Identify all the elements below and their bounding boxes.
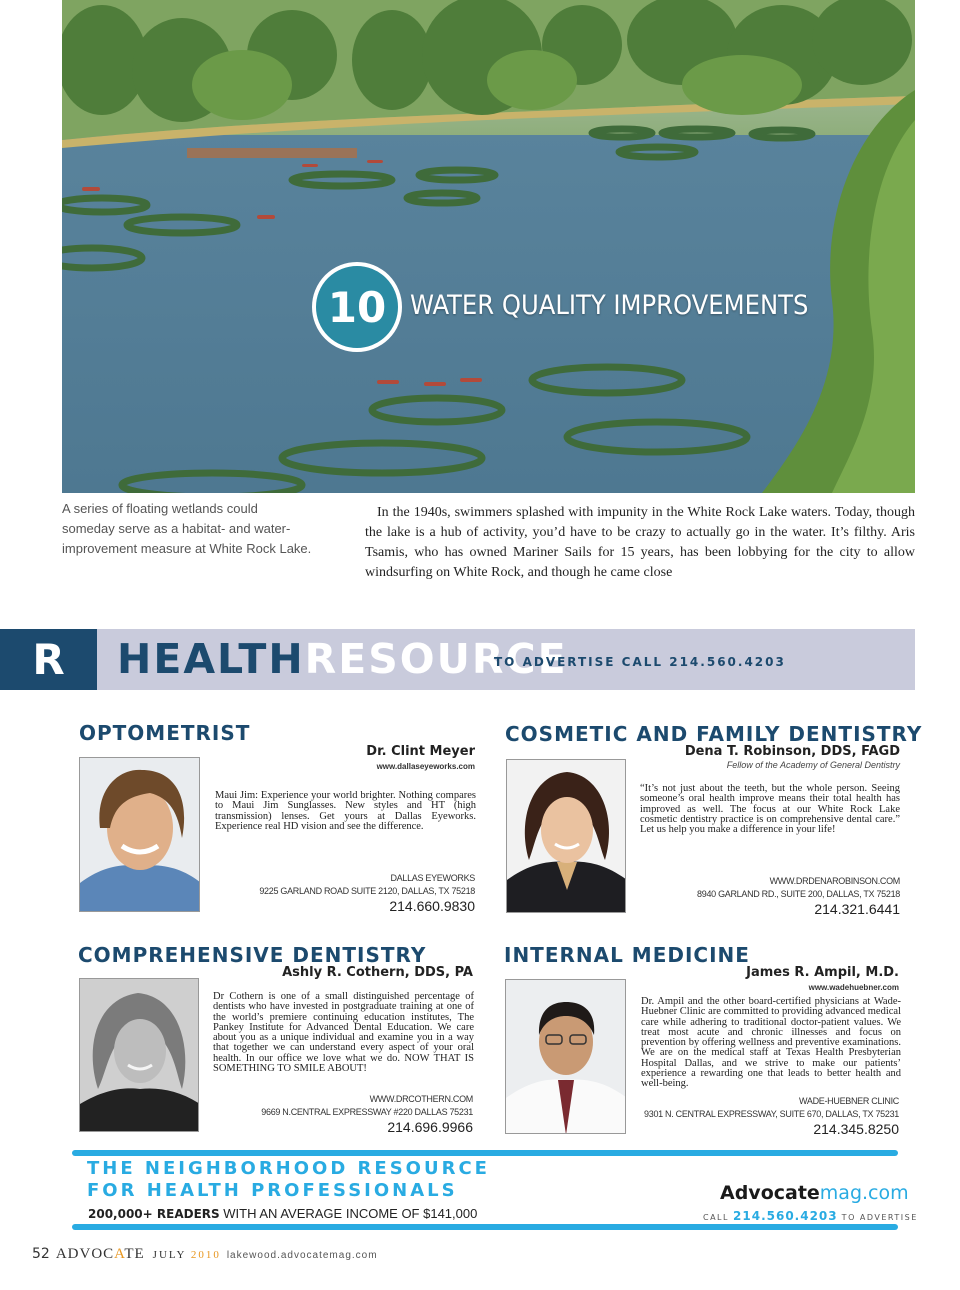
ad-call-suffix: TO ADVERTISE	[837, 1213, 918, 1222]
provider-description: Dr. Ampil and the other board-certified physicians at Wade-Huebner Clinic are committed to providing advanced medical care while adhering to traditional doctor-patient values. We treat most acute and chronic illnesses and focus on prevention by offering wellness and preventive examinations. We are on the medical staff at Texas Health Presbyterian Hospital Dallas, and we strive to make our patients’ experience a rewarding one that leads to better health and well-being.	[641, 996, 901, 1090]
provider-phone[interactable]: 214.696.9966	[387, 1119, 473, 1135]
provider-name: James R. Ampil, M.D.	[746, 965, 899, 980]
provider-description: “It’s not just about the teeth, but the whole person. Seeing someone’s oral health improve means their total health has improved as well. The focus at our White Rock Lake cosmetic dentistry practice is on comprehensive dental care.” Let us help you make a difference in your life!	[640, 783, 900, 836]
ad-top-rule	[72, 1150, 898, 1156]
magazine-name-c: TE	[124, 1246, 145, 1262]
ad-bottom-rule	[72, 1224, 898, 1230]
banner-title-resource: RESOURCE	[304, 635, 568, 683]
logo-magcom: mag.com	[819, 1182, 909, 1204]
provider-phone[interactable]: 214.660.9830	[389, 898, 475, 914]
provider-photo	[505, 979, 626, 1134]
magazine-name-a: ADVOC	[55, 1246, 115, 1262]
ad-headline-line2: FOR HEALTH PROFESSIONALS	[87, 1180, 458, 1201]
magazine-name	[56, 1246, 145, 1262]
ad-headline-line1: THE NEIGHBORHOOD RESOURCE	[87, 1158, 490, 1179]
provider-name: Ashly R. Cothern, DDS, PA	[282, 965, 473, 980]
page-number: 52	[32, 1246, 50, 1262]
advocatemag-logo[interactable]	[720, 1182, 909, 1204]
resource-logo: R	[0, 629, 97, 690]
provider-photo	[506, 759, 626, 913]
advertise-call: TO ADVERTISE CALL 214.560.4203	[494, 655, 786, 669]
health-resource-banner	[0, 629, 915, 690]
readership-count: 200,000+ READERS	[88, 1207, 220, 1221]
provider-name: Dr. Clint Meyer	[366, 744, 475, 759]
provider-description: Maui Jim: Experience your world brighter. Nothing compares to Maui Jim Sunglasses. New styles and HT (high transmission) lenses. Get yours at Dallas Eyeworks. Experience real HD vision and see the difference.	[215, 790, 476, 832]
provider-address: 8940 GARLAND RD., SUITE 200, DALLAS, TX 75218	[697, 889, 900, 899]
category-heading: COSMETIC AND FAMILY DENTISTRY	[505, 722, 923, 746]
category-heading: INTERNAL MEDICINE	[504, 943, 750, 967]
site-url[interactable]: lakewood.advocatemag.com	[226, 1250, 378, 1261]
provider-phone[interactable]: 214.345.8250	[813, 1121, 899, 1137]
category-heading: OPTOMETRIST	[79, 721, 251, 745]
hero-image	[62, 0, 915, 493]
provider-description: Dr Cothern is one of a small distinguished percentage of dentists who have invested in postgraduate training at one of the world’s premiere continuing education institutes, The Pankey Institute for Advanced Dental Education. We care about you as a unique individual and examine you in a way that together we can understand every aspect of your oral health. In our office we love what we do. NOW THAT IS SOMETHING TO SMILE ABOUT!	[213, 991, 474, 1075]
provider-website[interactable]: www.wadehuebner.com	[808, 983, 899, 992]
photo-caption: A series of floating wetlands could someday serve as a habitat- and water-improvement measure at White Rock Lake.	[62, 501, 312, 556]
logo-advocate: Advocate	[720, 1182, 820, 1204]
item-number-badge: 10	[312, 262, 402, 352]
provider-website[interactable]: WWW.DRDENAROBINSON.COM	[769, 876, 900, 886]
page-folio	[32, 1245, 378, 1263]
article-body: In the 1940s, swimmers splashed with impunity in the White Rock Lake waters. Today, though the lake is a hub of activity, you’d have to be crazy to actually go in the water. It’s filthy. Aris Tsamis, who has owned Mariner Sails for 15 years, has been lobbying for the city to allow windsurfing on White Rock, and though he came close	[365, 505, 915, 580]
provider-photo	[79, 978, 199, 1132]
provider-credential: Fellow of the Academy of General Dentistry	[726, 760, 900, 770]
provider-address: 9225 GARLAND ROAD SUITE 2120, DALLAS, TX 75218	[259, 886, 475, 896]
provider-name: Dena T. Robinson, DDS, FAGD	[684, 744, 900, 759]
readership-income: WITH AN AVERAGE INCOME OF $141,000	[219, 1206, 478, 1221]
section-title: WATER QUALITY IMPROVEMENTS	[410, 290, 809, 321]
provider-photo	[79, 757, 200, 912]
ad-call-number[interactable]: 214.560.4203	[733, 1209, 838, 1223]
magazine-name-b: A	[114, 1246, 125, 1262]
provider-business: DALLAS EYEWORKS	[390, 873, 475, 883]
issue-date	[153, 1249, 221, 1261]
provider-address: 9301 N. CENTRAL EXPRESSWAY, SUITE 670, DALLAS, TX 75231	[644, 1109, 899, 1119]
category-heading: COMPREHENSIVE DENTISTRY	[78, 943, 427, 967]
provider-website[interactable]: WWW.DRCOTHERN.COM	[369, 1094, 473, 1104]
provider-business: WADE-HUEBNER CLINIC	[799, 1096, 899, 1106]
issue-month: JULY	[152, 1249, 187, 1261]
banner-title-health: HEALTH	[117, 635, 305, 683]
ad-call-line	[703, 1209, 918, 1223]
provider-phone[interactable]: 214.321.6441	[814, 901, 900, 917]
ad-call-prefix: CALL	[703, 1213, 734, 1222]
lake-illustration	[62, 0, 915, 493]
provider-website[interactable]: www.dallaseyeworks.com	[376, 762, 475, 771]
provider-address: 9669 N.CENTRAL EXPRESSWAY #220 DALLAS 75231	[261, 1107, 473, 1117]
readership-line	[88, 1206, 477, 1221]
issue-year: 2010	[190, 1249, 221, 1261]
